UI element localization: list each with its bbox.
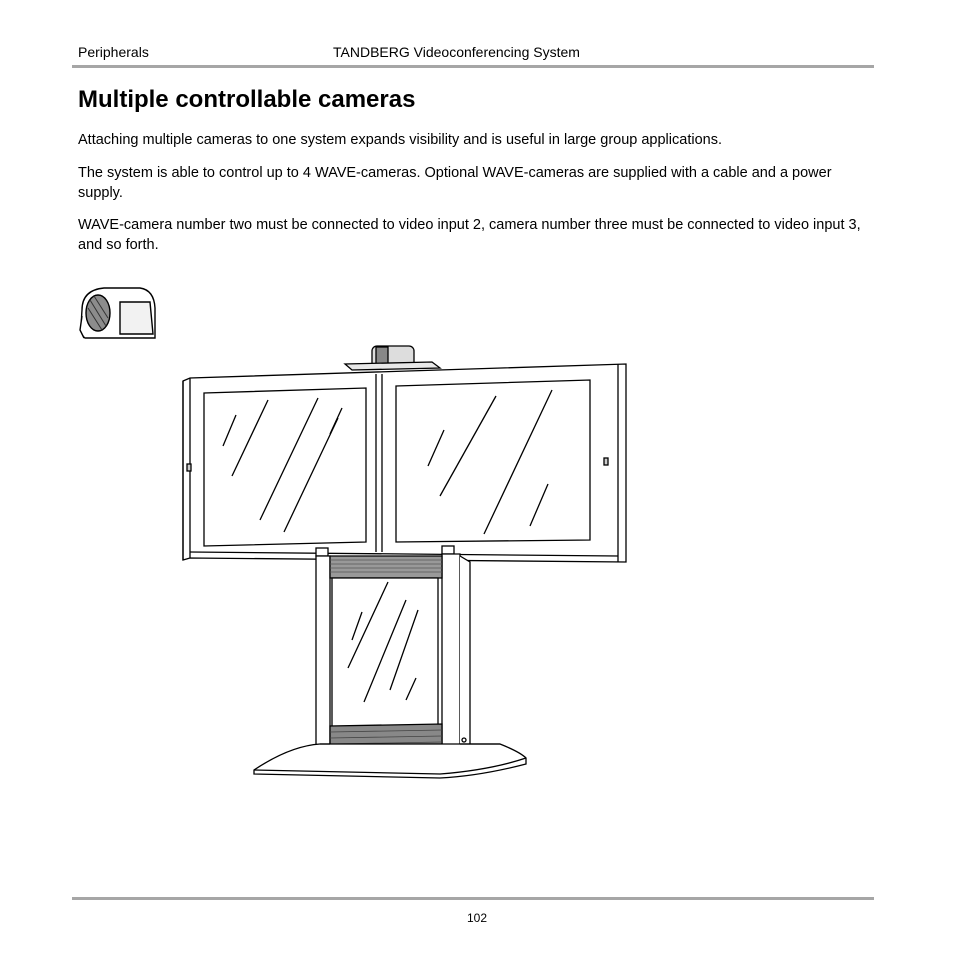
dual-monitor-stand-illustration (183, 346, 626, 778)
page-number: 102 (466, 911, 488, 925)
paragraph-1: Attaching multiple cameras to one system expands visibility and is useful in large group applications. (78, 132, 722, 148)
header-section: Peripherals (78, 44, 149, 60)
page-title: Multiple controllable cameras (78, 86, 416, 113)
footer-rule (72, 897, 874, 900)
paragraph-2: The system is able to control up to 4 WAVE-cameras. Optional WAVE-cameras are supplied with a cable and a power supply. (78, 165, 832, 201)
header-doc-title: TANDBERG Videoconferencing System (333, 44, 580, 60)
paragraph-3: WAVE-camera number two must be connected to video input 2, camera number three must be connected to video input 3, and so forth. (78, 217, 861, 253)
wave-camera-icon (80, 288, 155, 338)
